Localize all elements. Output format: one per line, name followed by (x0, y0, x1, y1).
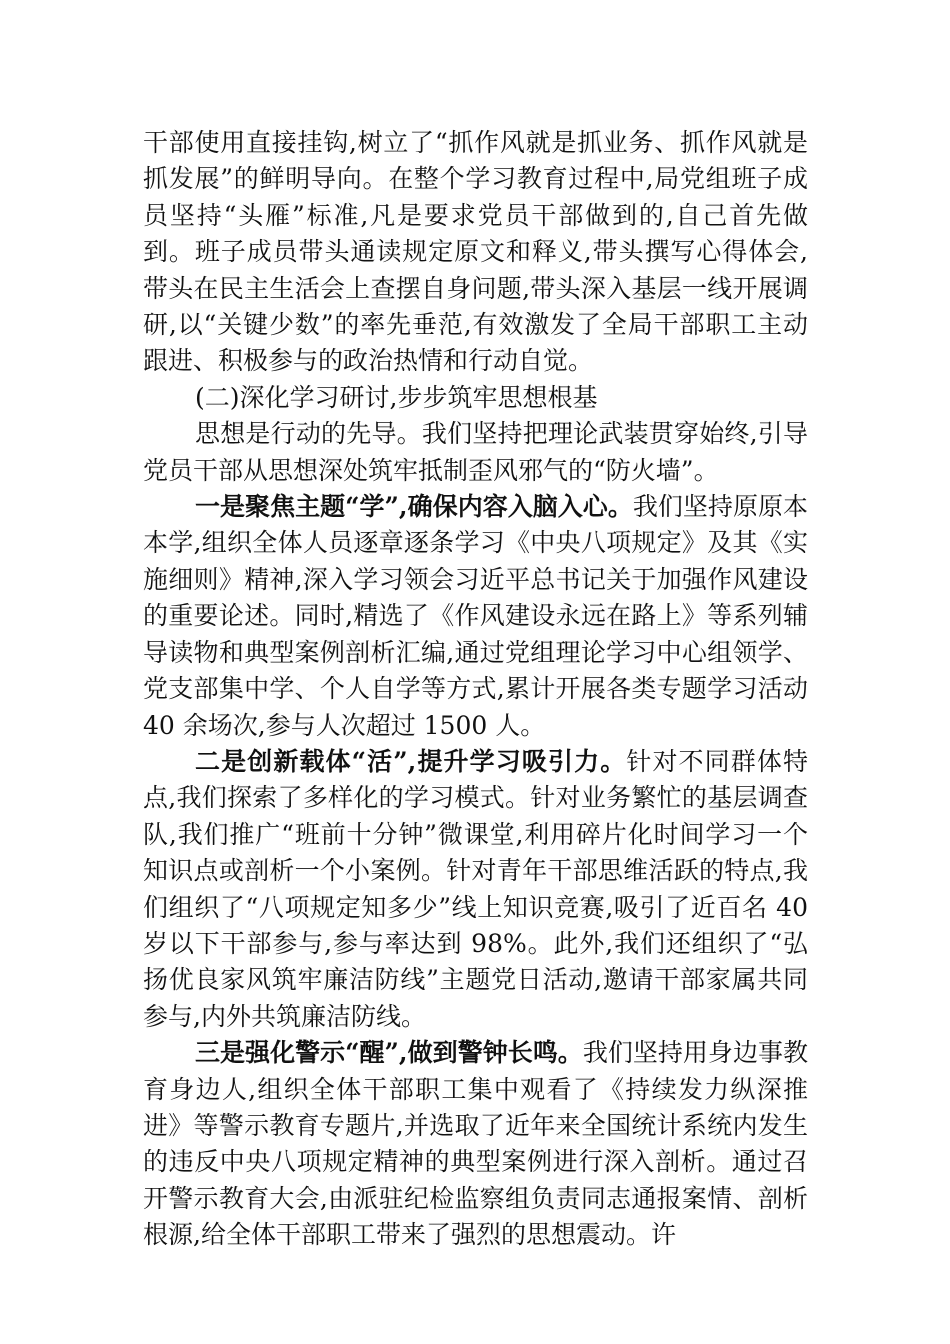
paragraph-text: 我们坚持原原本本学,组织全体人员逐章逐条学习《中央八项规定》及其《实施细则》精神,深入学习领会习近平总书记关于加强作风建设的重要论述。同时,精选了《作风建设永远在路上》等系列辅导读物和典型案例剖析汇编,通过党组理论学习中心组领学、党支部集中学、个人自学等方式,累计开展各类专题学习活动 40 余场次,参与人次超过 1500 人。 (143, 492, 808, 740)
paragraph-bold-lead: 三是强化警示“醒”,做到警钟长鸣。 (195, 1038, 583, 1068)
paragraph-text: 针对不同群体特点,我们探索了多样化的学习模式。针对业务繁忙的基层调查队,我们推广“班前十分钟”微课堂,利用碎片化时间学习一个知识点或剖析一个小案例。针对青年干部思维活跃的特点,我们组织了“八项规定知多少”线上知识竞赛,吸引了近百名 40 岁以下干部参与,参与率达到 98%。此外,我们还组织了“弘扬优良家风筑牢廉洁防线”主题党日活动,邀请干部家属共同参与,内外共筑廉洁防线。 (143, 746, 808, 1031)
paragraph-focus-study (143, 489, 808, 744)
paragraph-thought-guidance (143, 416, 808, 489)
paragraph-text: 我们坚持用身边事教育身边人,组织全体干部职工集中观看了《持续发力纵深推进》等警示教育专题片,并选取了近年来全国统计系统内发生的违反中央八项规定精神的典型案例进行深入剖析。通过召开警示教育大会,由派驻纪检监察组负责同志通报案情、剖析根源,给全体干部职工带来了强烈的思想震动。许 (143, 1038, 808, 1250)
document-body (143, 125, 808, 1254)
paragraph-bold-lead: 二是创新载体“活”,提升学习吸引力。 (195, 746, 627, 776)
paragraph-innovate-carrier (143, 744, 808, 1035)
section-heading-deepen-study (143, 380, 808, 416)
paragraph-text: 思想是行动的先导。我们坚持把理论武装贯穿始终,引导党员干部从思想深处筑牢抵制歪风邪气的“防火墙”。 (143, 419, 808, 485)
paragraph-leadership-example (143, 125, 808, 380)
paragraph-warning-education (143, 1035, 808, 1253)
section-heading-text: (二)深化学习研讨,步步筑牢思想根基 (195, 382, 598, 412)
paragraph-text: 干部使用直接挂钩,树立了“抓作风就是抓业务、抓作风就是抓发展”的鲜明导向。在整个学习教育过程中,局党组班子成员坚持“头雁”标准,凡是要求党员干部做到的,自己首先做到。班子成员带头通读规定原文和释义,带头撰写心得体会,带头在民主生活会上查摆自身问题,带头深入基层一线开展调研,以“关键少数”的率先垂范,有效激发了全局干部职工主动跟进、积极参与的政治热情和行动自觉。 (143, 128, 808, 376)
paragraph-bold-lead: 一是聚焦主题“学”,确保内容入脑入心。 (195, 492, 633, 522)
